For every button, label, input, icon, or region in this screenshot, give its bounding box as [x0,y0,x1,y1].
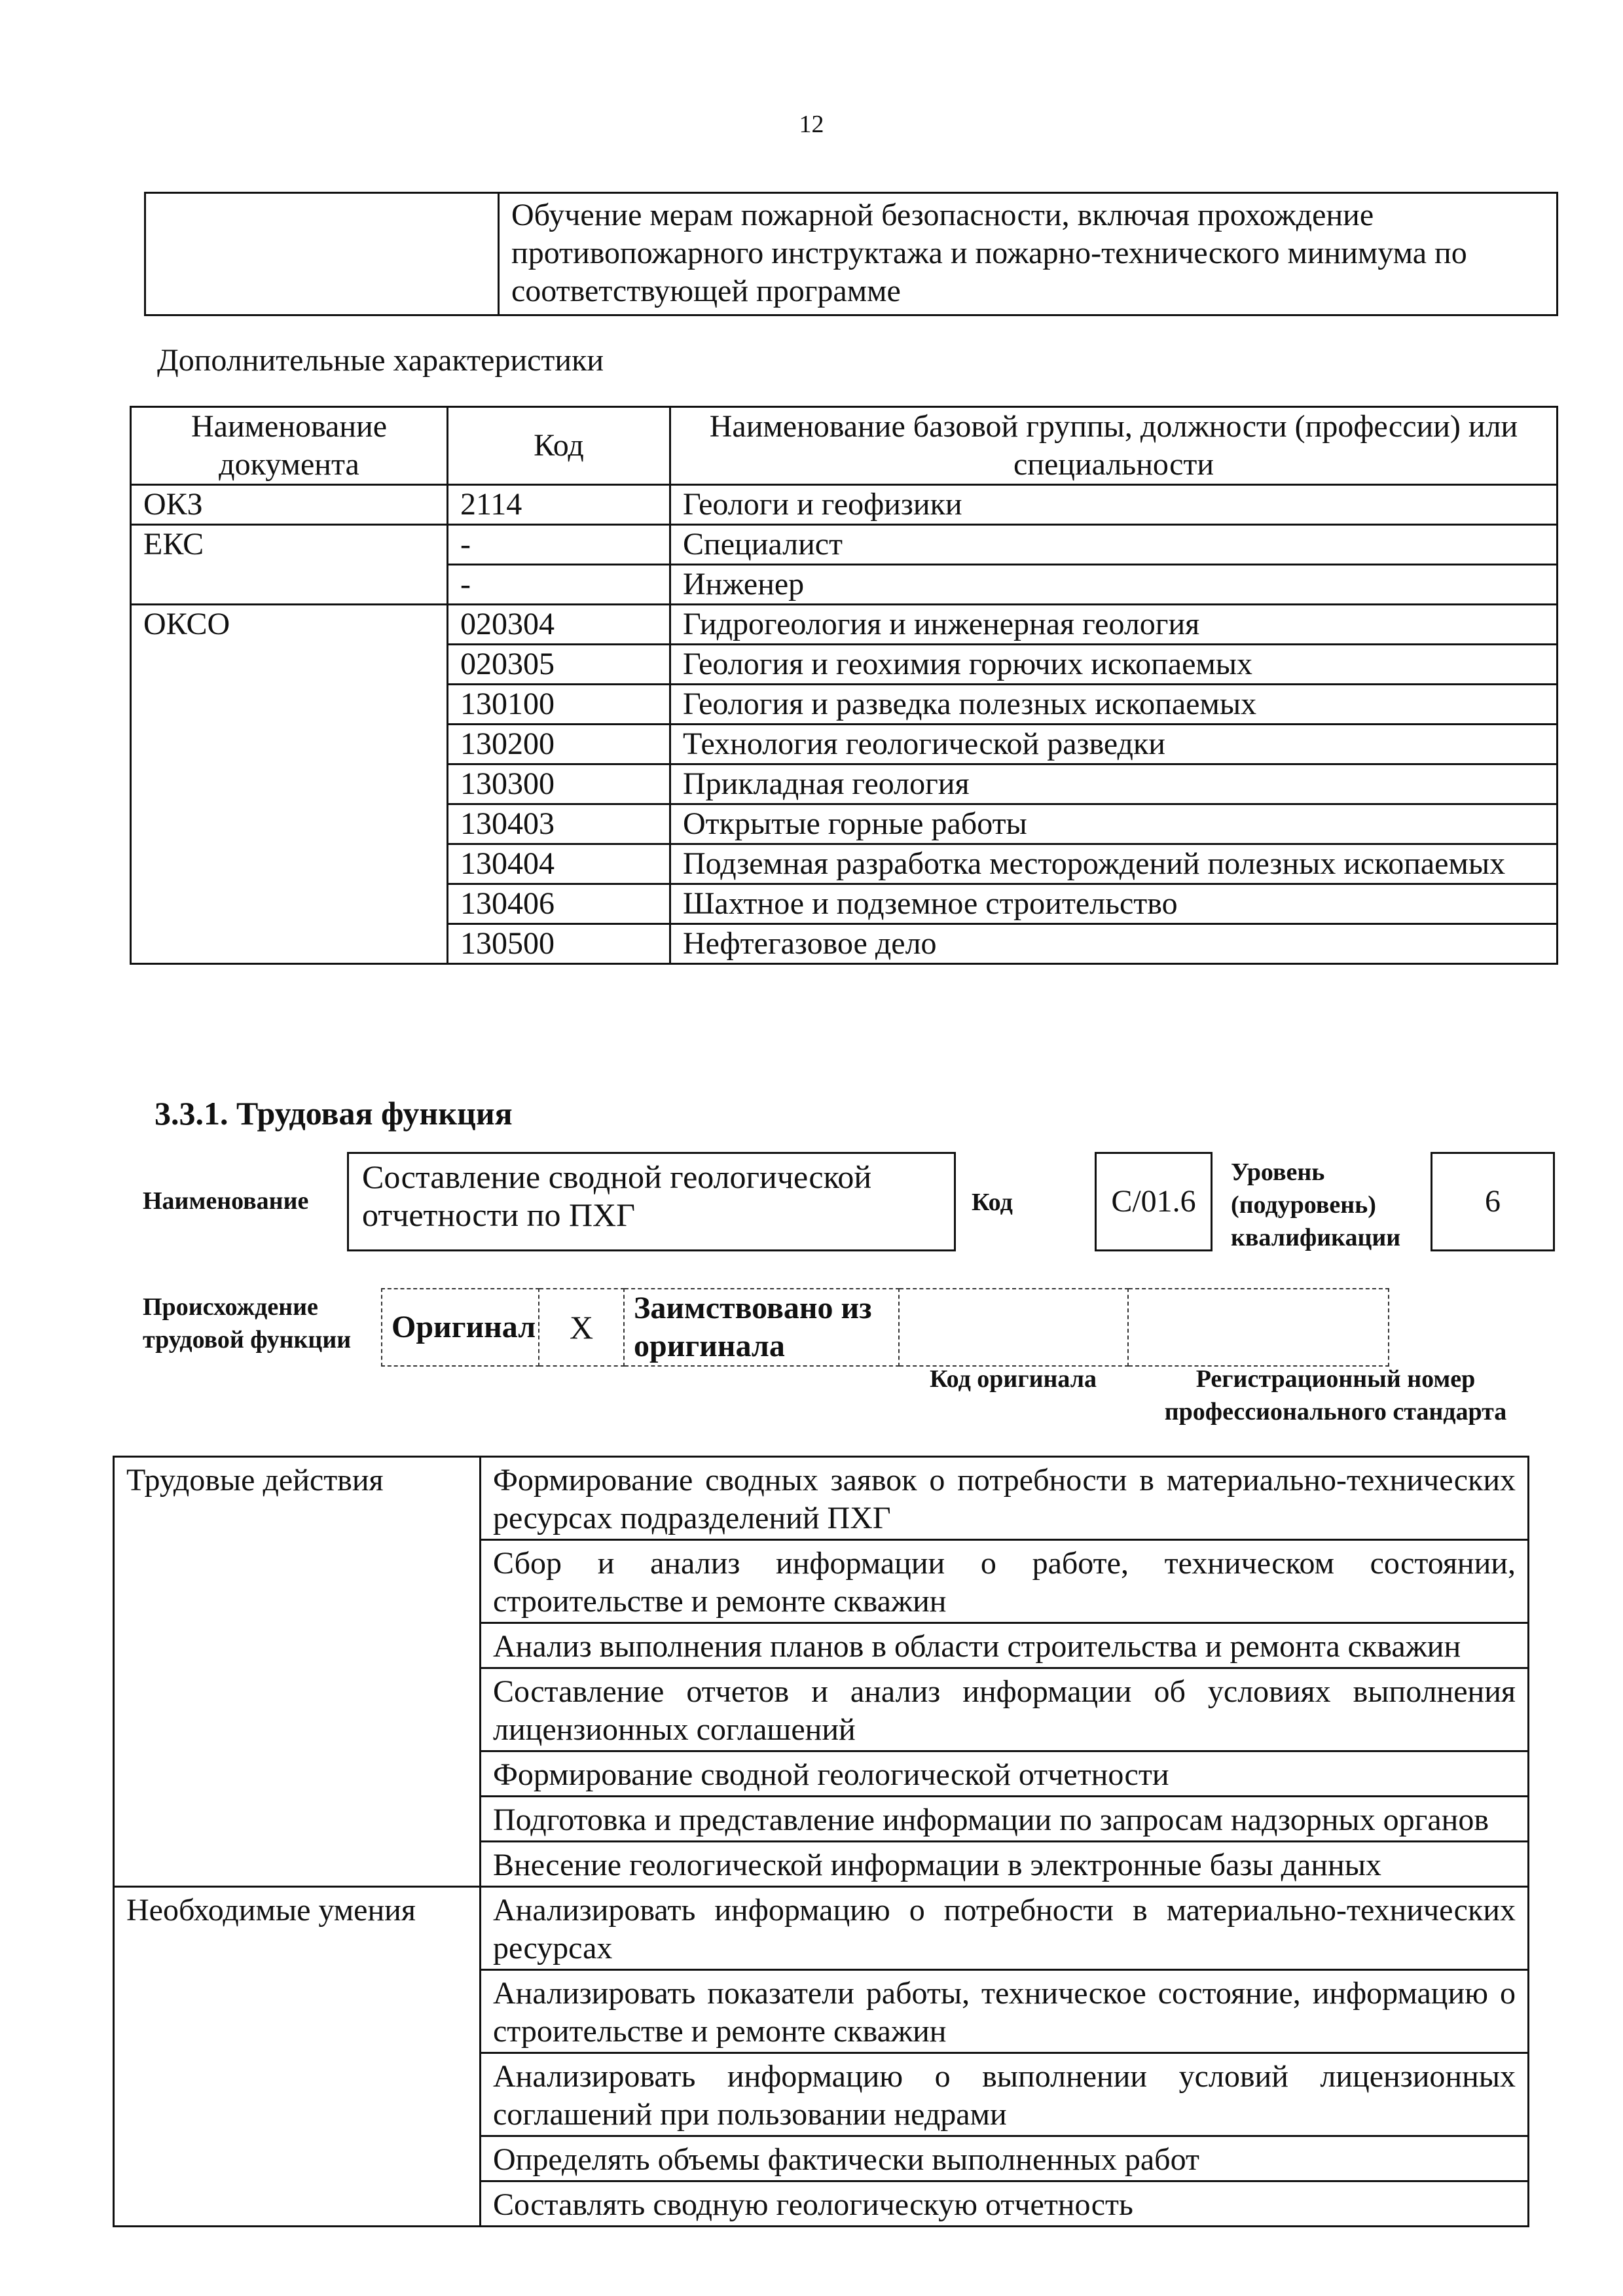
cell-code: 2114 [448,485,670,525]
qualification-level-value: 6 [1431,1152,1555,1251]
cell-name: Технология геологической разведки [670,725,1558,764]
list-item: Формирование сводной геологической отчетности [481,1751,1529,1797]
cell-code: - [448,565,670,605]
cell-code: 020305 [448,645,670,685]
top-continuation-table [144,192,1558,316]
list-item: Составление отчетов и анализ информации об условиях выполнения лицензионных соглашений [481,1668,1529,1751]
table-row [114,1887,1529,1970]
empty-cell [145,193,499,315]
cell-code: 130100 [448,685,670,725]
cell-name: Нефтегазовое дело [670,924,1558,964]
origin-reg-cell [1128,1289,1389,1366]
origin-original: Оригинал [382,1289,539,1366]
cell-code: - [448,525,670,565]
table-row [114,1457,1529,1540]
qualification-level-label: Уровень (подуровень) квалификации [1231,1158,1401,1251]
origin-reg-caption: Регистрационный номер профессионального стандарта [1164,1365,1507,1426]
additional-characteristics-title: Дополнительные характеристики [157,343,604,378]
origin-code-caption: Код оригинала [930,1365,1097,1393]
list-item: Анализировать показатели работы, техническое состояние, информацию о строительстве и ремонте скважин [481,1970,1529,2053]
cell-name: Гидрогеология и инженерная геология [670,605,1558,645]
list-item: Анализировать информацию о потребности в материально-технических ресурсах [481,1887,1529,1970]
header-name: Наименование базовой группы, должности (профессии) или специальности [670,407,1558,485]
cell-doc: ОКСО [131,605,448,964]
cell-code: 130300 [448,764,670,804]
cell-name: Прикладная геология [670,764,1558,804]
cell-name: Геология и геохимия горючих ископаемых [670,645,1558,685]
cell-name: Специалист [670,525,1558,565]
table-cell: Обучение мерам пожарной безопасности, включая прохождение противопожарного инструктажа и пожарно-технического минимума по соответствующей программе [499,193,1558,315]
list-item: Внесение геологической информации в электронные базы данных [481,1842,1529,1887]
table-row [131,485,1558,525]
section-title: 3.3.1. Трудовая функция [155,1095,513,1132]
code-value: C/01.6 [1095,1152,1213,1251]
list-item: Анализ выполнения планов в области строительства и ремонта скважин [481,1623,1529,1668]
cell-code: 130200 [448,725,670,764]
function-name-box: Составление сводной геологической отчетности по ПХГ [347,1152,956,1251]
cell-code: 130403 [448,804,670,844]
cell-code: 020304 [448,605,670,645]
cell-name: Инженер [670,565,1558,605]
skills-label: Необходимые умения [114,1887,481,2227]
list-item: Составлять сводную геологическую отчетность [481,2181,1529,2227]
function-name-label: Наименование [143,1187,309,1215]
table-row [382,1289,1389,1366]
list-item: Сбор и анализ информации о работе, техническом состоянии, строительстве и ремонте скважин [481,1540,1529,1623]
origin-table [381,1288,1389,1367]
table-header-row [131,407,1558,485]
actions-label: Трудовые действия [114,1457,481,1887]
cell-code: 130404 [448,844,670,884]
origin-code-cell [899,1289,1128,1366]
list-item: Формирование сводных заявок о потребности в материально-технических ресурсах подразделений ПХГ [481,1457,1529,1540]
origin-mark: X [539,1289,624,1366]
table-row [145,193,1558,315]
cell-code: 130500 [448,924,670,964]
page-number: 12 [799,111,824,138]
list-item: Определять объемы фактически выполненных работ [481,2136,1529,2181]
labour-tasks-table [113,1456,1529,2227]
cell-name: Геологи и геофизики [670,485,1558,525]
list-item: Анализировать информацию о выполнении условий лицензионных соглашений при пользовании недрами [481,2053,1529,2136]
cell-name: Геология и разведка полезных ископаемых [670,685,1558,725]
table-row [131,605,1558,645]
cell-name: Подземная разработка месторождений полезных ископаемых [670,844,1558,884]
origin-label: Происхождение трудовой функции [143,1293,352,1354]
code-label: Код [972,1189,1013,1216]
header-code: Код [448,407,670,485]
table-row [131,525,1558,565]
list-item: Подготовка и представление информации по запросам надзорных органов [481,1797,1529,1842]
header-document: Наименование документа [131,407,448,485]
additional-characteristics-table [130,406,1558,965]
cell-doc: ОКЗ [131,485,448,525]
origin-borrowed: Заимствовано из оригинала [624,1289,899,1366]
cell-name: Шахтное и подземное строительство [670,884,1558,924]
cell-name: Открытые горные работы [670,804,1558,844]
cell-doc: ЕКС [131,525,448,605]
cell-code: 130406 [448,884,670,924]
